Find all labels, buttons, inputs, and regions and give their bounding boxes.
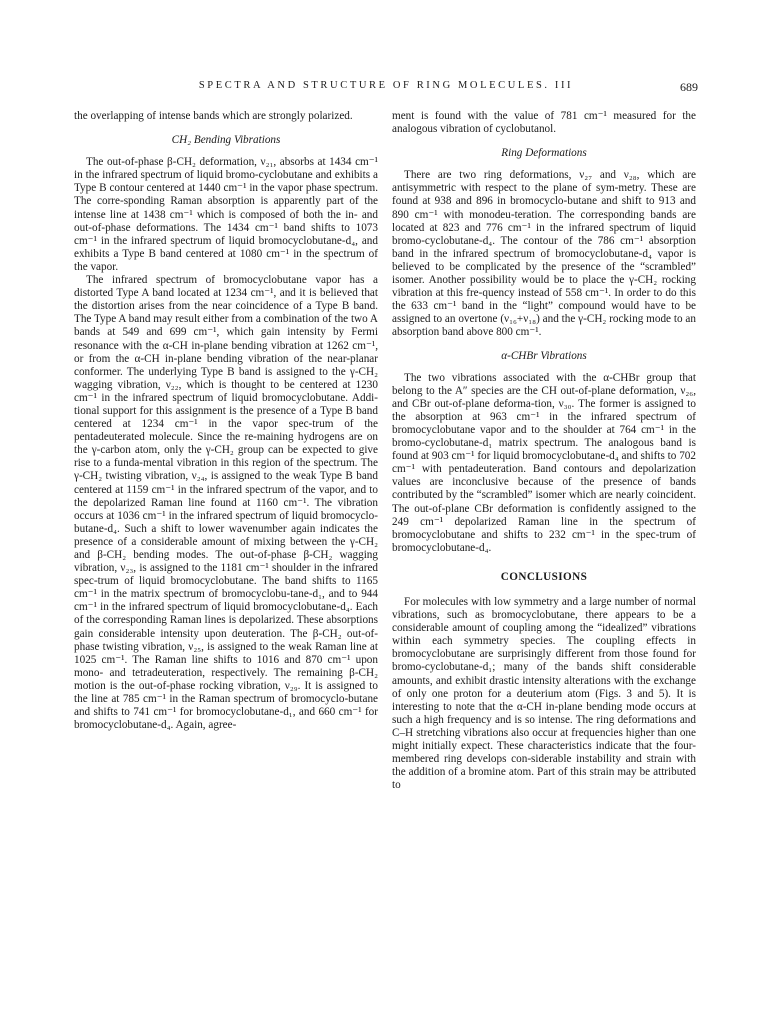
ring-deformations-paragraph: There are two ring deformations, ν₂₇ and ν₂₈, which are antisymmetric with respect to the plane of sym-metry. These are found at 938 and 896 in bromocyclo-butane and shift to 913 and 890 cm⁻¹ with monodeu-teration. The corresponding bands are located at 823 and 776 cm⁻¹ in the infrared spectrum of liquid bromo-cyclobutane-d₄. The contour of the 786 cm⁻¹ absorption band in the infrared spectrum of bromocyclobutane-d₄ vapor is believed to be complicated by the presence of the “scrambled” isomer. Another possibility would be to place the γ-CH₂ rocking vibration at this fre-quency instead of 558 cm⁻¹. In order to do this the 633 cm⁻¹ band in the “light” compound would have to be assigned to an overtone (ν₁₆+ν₁₈) and the γ-CH₂ rocking mode to an absorption band above 800 cm⁻¹. — [392, 169, 696, 339]
section-heading-ch2-bending: CH₂ Bending Vibrations — [171, 134, 281, 147]
right-column — [392, 110, 696, 792]
section-heading-chbr-vibrations: α-CHBr Vibrations — [501, 349, 587, 362]
running-title: SPECTRA AND STRUCTURE OF RING MOLECULES. III — [198, 80, 574, 91]
ch2-paragraph-1: The out-of-phase β-CH₂ deformation, ν₂₁, absorbs at 1434 cm⁻¹ in the infrared spectrum of liquid bromo-cyclobutane and exhibits a Type B contour centered at 1440 cm⁻¹ in the vapor phase spectrum. The corre-sponding Raman absorption is apparently part of the intense line at 1438 cm⁻¹ which is composed of both the in- and out-of-phase deformations. The 1434 cm⁻¹ band shifts to 1073 cm⁻¹ in the infrared spectrum of liquid bromocyclobutane-d₄, and exhibits a Type B band centered at 1080 cm⁻¹ in the spectrum of the vapor. — [74, 156, 378, 273]
page-number: 689 — [680, 80, 698, 94]
continued-paragraph: ment is found with the value of 781 cm⁻¹ measured for the analogous vibration of cyclobutanol. — [392, 110, 696, 136]
section-heading-conclusions: CONCLUSIONS — [500, 570, 588, 583]
chbr-paragraph: The two vibrations associated with the α-CHBr group that belong to the A″ species are the CH out-of-plane deformation, ν₂₆, and CBr out-of-plane deforma-tion, ν₃₀. The former is assigned to the absorption at 963 cm⁻¹ in the infrared spectrum of bromocyclobutane vapor and to the shoulder at 764 cm⁻¹ in the bromo-cyclobutane-d₁ matrix spectrum. The analogous band is found at 903 cm⁻¹ for liquid bromocyclobutane-d₄ and shifts to 702 cm⁻¹ with pentadeuteration. Band contours and depolarization values are inconclusive because of the presence of bands contributed by the “scrambled” isomer which are nearly coincident. The out-of-plane CBr deformation is confidently assigned to the 249 cm⁻¹ depolarized Raman line in the spectrum of bromocyclobutane and shifts to 232 cm⁻¹ in the spec-trum of bromocyclobutane-d₄. — [392, 371, 696, 554]
conclusions-paragraph: For molecules with low symmetry and a large number of normal vibrations, such as bromocyclobutane, there appears to be a considerable amount of coupling among the “idealized” vibrations within each symmetry species. The coupling effects in bromocyclobutane are surprisingly different from those found for bromo-cyclobutane-d₁; many of the bands shift considerable amounts, and exhibit drastic intensity alterations with the exchange of only one proton for a deuterium atom (Figs. 3 and 5). It is interesting to note that the α-CH in-plane bending mode occurs at such a high frequency and is so intense. The ring deformations and C–H stretching vibrations also occur at frequencies higher than one might initially expect. These characteristics indicate that the four-membered ring develops con-siderable instability and strain with the addition of a bromine atom. Part of this strain may be attributed to — [392, 596, 696, 792]
section-heading-ring-deformations: Ring Deformations — [501, 147, 587, 160]
ch2-paragraph-2: The infrared spectrum of bromocyclobutane vapor has a distorted Type A band located at 1234 cm⁻¹, and it is believed that the distortion arises from the near coincidence of a Type B band. The Type A band may result either from a combination of the two A bands at 549 and 699 cm⁻¹, which gain intensity by Fermi resonance with the α-CH in-plane bending vibration at 1262 cm⁻¹, or from the α-CH in-plane bending vibration of the near-planar conformer. The underlying Type B band is assigned to the γ-CH₂ wagging vibration, ν₂₂, which is thought to be centered at 1230 cm⁻¹ in the infrared spectrum of liquid bromocyclobutane. Addi-tional support for this assignment is the presence of a Type B band centered at 1234 cm⁻¹ in the vapor spec-trum of the pentadeuterated molecule. Since the re-maining hydrogens are on the γ-carbon atom, only the γ-CH₂ group can be expected to give rise to a funda-mental vibration in this region of the spectrum. The γ-CH₂ twisting vibration, ν₂₄, is assigned to the weak Type B band centered at 1159 cm⁻¹ in the infrared spectrum of the vapor, and to the depolarized Raman line found at 1160 cm⁻¹. The vibration occurs at 1036 cm⁻¹ in the infrared spectrum of liquid bromocyclo-butane-d₄. Such a shift to lower wavenumber again indicates the presence of a considerable amount of mixing between the γ-CH₂ and β-CH₂ bending modes. The out-of-phase β-CH₂ wagging vibration, ν₂₃, is assigned to the 1181 cm⁻¹ shoulder in the infrared spec-trum of liquid bromocyclobutane. The band shifts to 1165 cm⁻¹ in the matrix spectrum of bromocyclobu-tane-d₁, and to 944 cm⁻¹ in the infrared spectrum of liquid bromocyclobutane-d₄. Each of the corresponding Raman lines is depolarized. These absorptions gain considerable intensity upon deuteration. The β-CH₂ out-of-phase twisting vibration, ν₂₅, is assigned to the weak Raman line at 1025 cm⁻¹. The Raman line shifts to 1016 and 870 cm⁻¹ upon mono- and tetradeuteration, respectively. The remaining β-CH₂ motion is the out-of-phase rocking vibration, ν₂₉. It is assigned to the line at 785 cm⁻¹ in the Raman spectrum of bromocyclo-butane and shifts to 741 cm⁻¹ for bromocyclobutane-d₁, and 660 cm⁻¹ for bromocyclobutane-d₄. Again, agree- — [74, 274, 378, 732]
left-column — [74, 110, 378, 732]
intro-paragraph: the overlapping of intense bands which are strongly polarized. — [74, 110, 353, 122]
